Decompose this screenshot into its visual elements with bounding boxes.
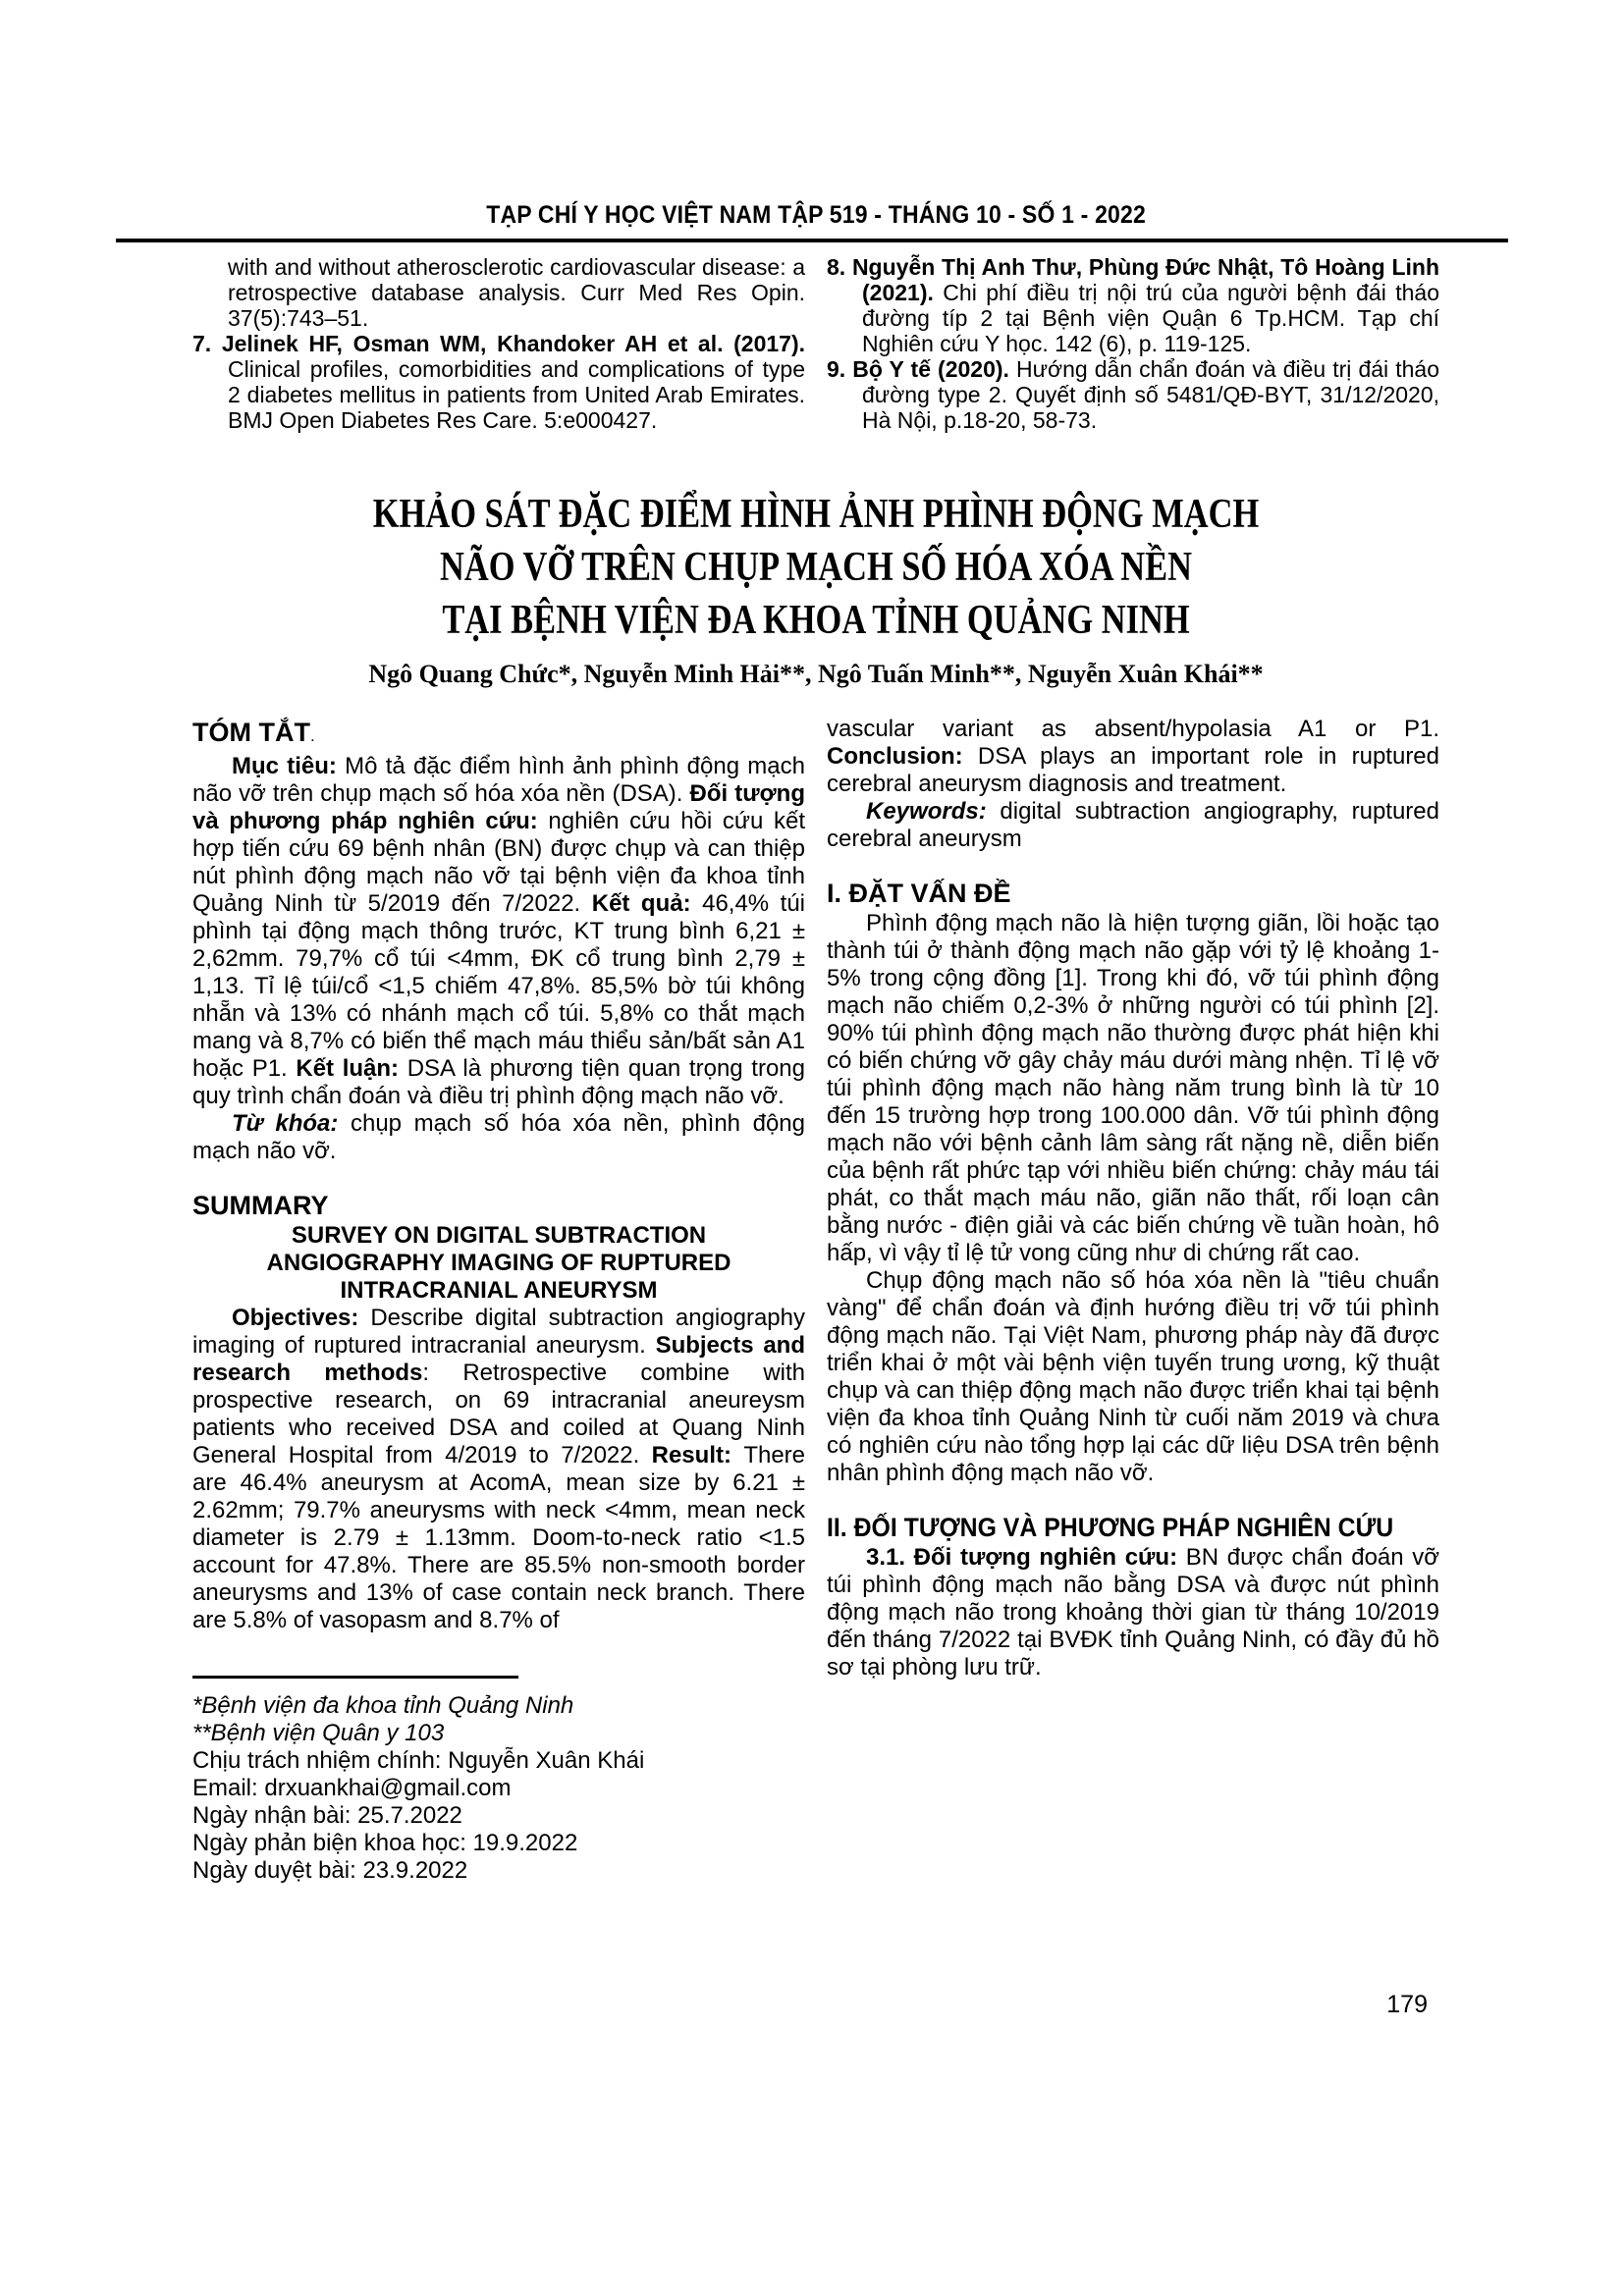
- journal-header: [192, 201, 1439, 229]
- footnote-rule: [192, 1676, 518, 1679]
- results-text-vi: 46,4% túi phình tại động mạch thông trước, KT trung bình 6,21 ± 2,62mm. 79,7% cổ túi <4mm, ĐK cổ trung bình 2,79 ± 1,13. Tỉ lệ túi/cổ <1,5 chiếm 47,8%. 85,5% bờ túi không nhẵn và 13% có nhánh mạch cổ túi. 5,8% co thắt mạch mang và 8,7% có biến thể mạch máu thiểu sản/bất sản A1 hoặc P1.: [192, 890, 806, 1082]
- reference-text: Clinical profiles, comorbidities and complications of type 2 diabetes mellitus in patients from United Arab Emirates. BMJ Open Diabetes Res Care. 5:e000427.: [228, 356, 805, 433]
- footnotes: [192, 1692, 805, 1885]
- keywords-label-vi: Từ khóa:: [232, 1110, 351, 1137]
- methods-label-vi: Đối tượng và phương pháp nghiên cứu:: [192, 780, 805, 834]
- summary-subtitle-line-3: INTRACRANIAL ANEURYSM: [340, 1277, 658, 1304]
- methods-label-en: Subjects and research methods: [192, 1332, 805, 1386]
- authors-line: Ngô Quang Chức*, Nguyễn Minh Hải**, Ngô Tuấn Minh**, Nguyễn Xuân Khái**: [368, 660, 1264, 688]
- methods-heading-text: II. ĐỐI TƯỢNG VÀ PHƯƠNG PHÁP NGHIÊN CỨU: [827, 1513, 1394, 1542]
- abstract-paragraph: [192, 753, 805, 1110]
- summary-cont-text-1: vascular variant as absent/hypolasia A1 or P1.: [827, 716, 1439, 742]
- received-date: Ngày nhận bài: 25.7.2022: [192, 1802, 462, 1829]
- reference-authors: 9. Bộ Y tế (2020).: [827, 356, 1009, 382]
- intro-paragraph-1: Phình động mạch não là hiện tượng giãn, lồi hoặc tạo thành túi ở thành động mạch não gặp với tỷ lệ khoảng 1-5% trong cộng đồng [1]. Trong khi đó, vỡ túi phình động mạch não chiếm 0,2-3% ở những người có túi phình [2]. 90% túi phình động mạch não thường được phát hiện khi có biến chứng vỡ gây chảy máu dưới màng nhện. Tỉ lệ vỡ túi phình động mạch não hàng năm trung bình là từ 10 đến 15 trường hợp trong 100.000 dân. Vỡ túi phình động mạch não với bệnh cảnh lâm sàng rất nặng nề, diễn biến của bệnh rất phức tạp với nhiều biến chứng: chảy máu tái phát, co thắt mạch máu não, giãn não thất, rối loạn cân bằng nước - điện giải và các biến chứng về tuần hoàn, hô hấp, vì vậy tỉ lệ tử vong cũng như di chứng rất cao.: [827, 910, 1439, 1266]
- methods-heading: [827, 1511, 1439, 1544]
- results-label-en: Result:: [651, 1442, 744, 1468]
- objectives-label-vi: Mục tiêu:: [232, 753, 346, 779]
- keywords-label-en: Keywords:: [866, 798, 1001, 825]
- reference-text: Chi phí điều trị nội trú của người bệnh đái tháo đường típ 2 tại Bệnh viện Quận 6 Tp.HCM. Tạp chí Nghiên cứu Y học. 142 (6), p. 119-125.: [862, 280, 1439, 356]
- references-section: [192, 254, 1439, 433]
- reviewed-date: Ngày phản biện khoa học: 19.9.2022: [192, 1830, 578, 1856]
- reference-text: Hướng dẫn chẩn đoán và điều trị đái tháo đường type 2. Quyết định số 5481/QĐ-BYT, 31/12/2020, Hà Nội, p.18-20, 58-73.: [862, 356, 1439, 433]
- article-title-line-2: NÃO VỠ TRÊN CHỤP MẠCH SỐ HÓA XÓA NỀN: [439, 545, 1193, 590]
- methods-text-en: : Retrospective combine with prospective research, on 69 intracranial aneureysm patients who received DSA and coiled at Quang Ninh General Hospital from 4/2019 to 7/2022.: [192, 1360, 805, 1468]
- intro-heading: I. ĐẶT VẤN ĐỀ: [827, 879, 1011, 908]
- methods-text-vi: nghiên cứu hồi cứu kết hợp tiến cứu 69 bệnh nhân (BN) được chụp và can thiệp nút phình động mạch não vỡ tại bệnh viện đa khoa tỉnh Quảng Ninh từ 5/2019 đến 7/2022.: [192, 808, 805, 917]
- conclusion-text-vi: DSA là phương tiện quan trọng trong quy trình chẩn đoán và điều trị phình động mạch não vỡ.: [192, 1055, 805, 1109]
- reference-text: with and without atherosclerotic cardiovascular disease: a retrospective database analysis. Curr Med Res Opin. 37(5):743–51.: [228, 254, 805, 331]
- affiliation-2: **Bệnh viện Quân y 103: [192, 1720, 445, 1746]
- methods-paragraph: [827, 1544, 1439, 1682]
- article-title-line-3: TẠI BỆNH VIỆN ĐA KHOA TỈNH QUẢNG NINH: [442, 598, 1190, 643]
- reference-8: [827, 254, 1439, 356]
- email-line: Email: drxuankhai@gmail.com: [192, 1775, 512, 1801]
- study-subjects-label: 3.1. Đối tượng nghiên cứu:: [866, 1544, 1186, 1571]
- references-right-column: [827, 254, 1439, 433]
- reference-authors: 8. Nguyễn Thị Anh Thư, Phùng Đức Nhật, Tô Hoàng Linh (2021).: [827, 254, 1439, 305]
- objectives-text-en: Describe digital subtraction angiography imaging of ruptured intracranial aneurysm.: [192, 1305, 805, 1359]
- header-rule: [116, 239, 1508, 242]
- abstract-heading-dot: .: [309, 726, 315, 745]
- summary-continuation: [827, 716, 1439, 798]
- keywords-en: [827, 798, 1439, 853]
- journal-title: TẠP CHÍ Y HỌC VIỆT NAM TẬP 519 - THÁNG 10 - SỐ 1 - 2022: [486, 201, 1146, 229]
- reference-continuation: [192, 254, 805, 331]
- summary-heading: SUMMARY: [192, 1191, 329, 1220]
- summary-subtitle-line-1: SURVEY ON DIGITAL SUBTRACTION: [291, 1222, 707, 1249]
- reference-authors: 7. Jelinek HF, Osman WM, Khandoker AH et al. (2017).: [192, 331, 805, 356]
- objectives-label-en: Objectives:: [232, 1305, 371, 1331]
- summary-subtitle: [192, 1222, 805, 1305]
- intro-paragraph-2: Chụp động mạch não số hóa xóa nền là "tiêu chuẩn vàng" để chẩn đoán và định hướng điều trị vỡ túi phình động mạch não. Tại Việt Nam, phương pháp này đã được triển khai ở một vài bệnh viện tuyến trung ương, kỹ thuật chụp và can thiệp động mạch não được triển khai tại bệnh viện đa khoa tỉnh Quảng Ninh từ cuối năm 2019 và chưa có nghiên cứu nào tổng hợp lại các dữ liệu DSA trên bệnh nhân phình động mạch não vỡ.: [827, 1267, 1439, 1486]
- article-body: [192, 716, 1439, 1885]
- summary-paragraph: [192, 1305, 805, 1634]
- keywords-text-vi: chụp mạch số hóa xóa nền, phình động mạch não vỡ.: [192, 1110, 806, 1164]
- corresponding-author: Chịu trách nhiệm chính: Nguyễn Xuân Khái: [192, 1747, 645, 1774]
- results-label-vi: Kết quả:: [591, 890, 703, 917]
- conclusion-label-en: Conclusion:: [827, 743, 978, 770]
- abstract-heading: [192, 716, 805, 753]
- right-column: [827, 716, 1439, 1885]
- left-column: [192, 716, 805, 1885]
- accepted-date: Ngày duyệt bài: 23.9.2022: [192, 1857, 468, 1884]
- reference-9: [827, 356, 1439, 433]
- conclusion-label-vi: Kết luận:: [296, 1055, 407, 1082]
- conclusion-text-en: DSA plays an important role in ruptured cerebral aneurysm diagnosis and treatment.: [827, 743, 1440, 797]
- references-left-column: [192, 254, 805, 433]
- objectives-text-vi: Mô tả đặc điểm hình ảnh phình động mạch não vỡ trên chụp mạch số hóa xóa nền (DSA).: [192, 753, 805, 807]
- keywords-vi: [192, 1110, 805, 1165]
- affiliation-1: *Bệnh viện đa khoa tỉnh Quảng Ninh: [192, 1692, 574, 1719]
- study-subjects-text: BN được chẩn đoán vỡ túi phình động mạch não bằng DSA và được nút phình động mạch não trong khoảng thời gian từ tháng 10/2019 đến tháng 7/2022 tại BVĐK tỉnh Quảng Ninh, có đầy đủ hồ sơ tại phòng lưu trữ.: [827, 1544, 1439, 1681]
- results-text-en: There are 46.4% aneurysm at AcomA, mean size by 6.21 ± 2.62mm; 79.7% aneurysms with neck <4mm, mean neck diameter is 2.79 ± 1.13mm. Doom-to-neck ratio <1.5 account for 47.8%. There are 85.5% non-smooth border aneurysms and 13% of case contain neck branch. There are 5.8% of vasopasm and 8.7% of: [192, 1442, 806, 1633]
- article-title: [192, 488, 1439, 647]
- abstract-heading-text: TÓM TẮT: [192, 718, 310, 747]
- page-number: 179: [1386, 1991, 1428, 2018]
- article-title-line-1: KHẢO SÁT ĐẶC ĐIỂM HÌNH ẢNH PHÌNH ĐỘNG MẠCH: [372, 492, 1260, 537]
- summary-subtitle-line-2: ANGIOGRAPHY IMAGING OF RUPTURED: [266, 1250, 731, 1276]
- reference-7: [192, 331, 805, 433]
- keywords-text-en: digital subtraction angiography, ruptured cerebral aneurysm: [827, 798, 1439, 852]
